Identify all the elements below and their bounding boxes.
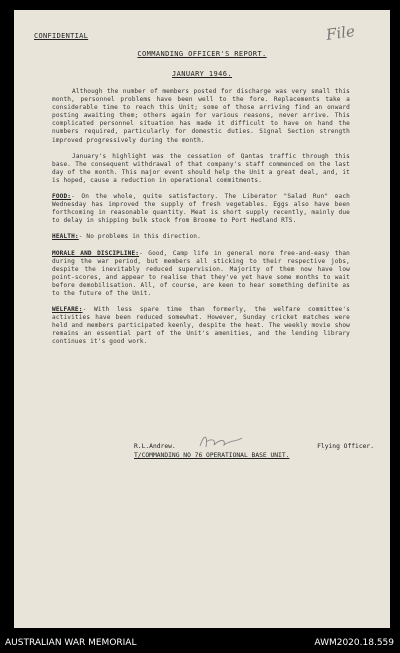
classification-label: CONFIDENTIAL — [34, 32, 89, 40]
section-morale — [52, 250, 350, 299]
section-health-heading: HEALTH: — [52, 233, 79, 241]
section-welfare-text: - With less spare time than formerly, the welfare committee's activities have been reduced somewhat. However, Sunday cricket matches were held and members participated keenly, despite the heat. The weekly movie show remains an essential part of the Unit's amenities, and the lending library continues it's good work. — [52, 306, 350, 346]
section-morale-heading: MORALE AND DISCIPLINE: — [52, 249, 140, 257]
section-health — [52, 233, 350, 241]
section-food-heading: FOOD: — [52, 193, 72, 201]
section-food-text: - On the whole, quite satisfactory. The Liberator "Salad Run" each Wednesday has improved the supply of fresh vegetables. Eggs also have been forthcoming in reasonable quantity. Meat is short supply recently, mainly due to delay in shipping bulk stock from Broome to Port Hedland RTS. — [52, 193, 350, 225]
file-annotation: File — [324, 22, 357, 44]
document-page — [14, 10, 390, 628]
report-body — [52, 88, 350, 355]
section-welfare-heading: WELFARE: — [52, 306, 83, 314]
footer-accession-number: AWM2020.18.559 — [314, 638, 394, 648]
signatory-rank: Flying Officer. — [317, 443, 374, 450]
signature-block — [134, 442, 374, 460]
section-morale-text: - Good, Camp life in general more free-and-easy than during the war period, but members all sticking to their respective jobs, despite the inevitably reduced supervision. Majority of them now have low point-scores, and appear to realise that they've yet have some months to wait before demobilisation. All, of course, are keen to hear something definite as to the future of the Unit. — [52, 249, 350, 297]
paragraph-qantas: January's highlight was the cessation of Qantas traffic through this base. The consequent withdrawal of that company's staff commenced on the last day of the month. This major event should help the Unit a great deal, and, it is hoped, cause a reduction in operational commitments. — [52, 152, 350, 184]
signatory-position: T/COMMANDING NO 76 OPERATIONAL BASE UNIT. — [134, 452, 290, 459]
archive-footer — [0, 630, 400, 653]
signatory-name: R.L.Andrew. — [134, 443, 176, 450]
footer-institution: AUSTRALIAN WAR MEMORIAL — [5, 638, 137, 648]
report-title: COMMANDING OFFICER'S REPORT. — [137, 50, 267, 58]
paragraph-personnel: Although the number of members posted for discharge was very small this month, personnel problems have been well to the fore. Replacements take a considerable time to reach this Unit; some of those arriving find an onward posting awaiting them; others again for various reasons, never arrive. This complicated personnel situation has made it difficult to have on hand the numbers required, particularly for domestic duties. Signal Section strength improved progressively during the month. — [52, 88, 350, 144]
section-welfare — [52, 306, 350, 346]
section-food — [52, 193, 350, 225]
section-health-text: - No problems in this direction. — [78, 233, 201, 241]
report-date: JANUARY 1946. — [172, 70, 232, 78]
